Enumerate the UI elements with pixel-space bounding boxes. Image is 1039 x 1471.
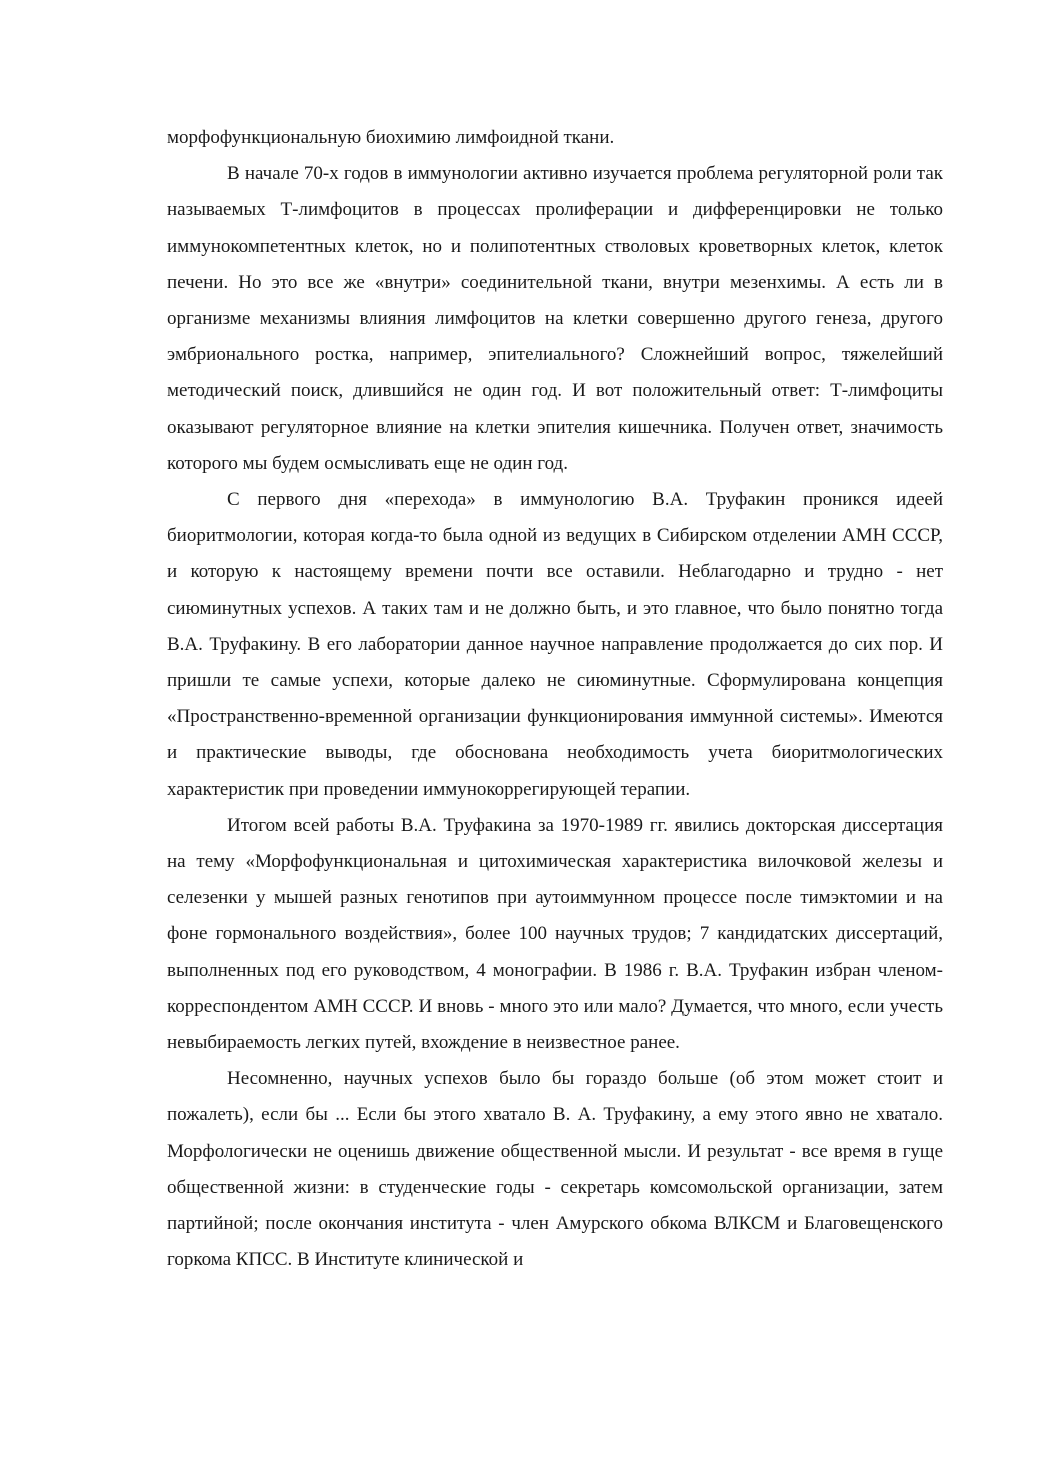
- paragraph-t-lymphocytes: В начале 70-х годов в иммунологии активно изучается проблема регуляторной роли так называемых Т-лимфоцитов в процессах пролиферации и дифференцировки не только иммунокомпетентных клеток, но и полипотентных стволовых кроветворных клеток, клеток печени. Но это все же «внутри» соединительной ткани, внутри мезенхимы. А есть ли в организме механизмы влияния лимфоцитов на клетки совершенно другого генеза, другого эмбрионального ростка, например, эпителиального? Сложнейший вопрос, тяжелейший методический поиск, длившийся не один год. И вот положительный ответ: Т-лимфоциты оказывают регуляторное влияние на клетки эпителия кишечника. Получен ответ, значимость которого мы будем осмысливать еще не один год.: [167, 163, 943, 474]
- body-text: [167, 120, 943, 1279]
- paragraph-public-life: Несомненно, научных успехов было бы гораздо больше (об этом может стоит и пожалеть), если бы ... Если бы этого хватало В. А. Труфакину, а ему этого явно не хватало. Морфологически не оценишь движение общественной мысли. И результат - все время в гуще общественной жизни: в студенческие годы - секретарь комсомольской организации, затем партийной; после окончания института - член Амурского обкома ВЛКСМ и Благовещенского горкома КПСС. В Институте клинической и: [167, 1068, 943, 1271]
- paragraph-biorhythmology: С первого дня «перехода» в иммунологию В.А. Труфакин проникся идеей биоритмологии, которая когда-то была одной из ведущих в Сибирском отделении АМН СССР, и которую к настоящему времени почти все оставили. Неблагодарно и трудно - нет сиюминутных успехов. А таких там и не должно быть, и это главное, что было понятно тогда В.А. Труфакину. В его лаборатории данное научное направление продолжается до сих пор. И пришли те самые успехи, которые далеко не сиюминутные. Сформулирована концепция «Пространственно-временной организации функционирования иммунной системы». Имеются и практические выводы, где обоснована необходимость учета биоритмологических характеристик при проведении иммунокоррегирующей терапии.: [167, 489, 943, 800]
- paragraph-results: Итогом всей работы В.А. Труфакина за 1970-1989 гг. явились докторская диссертация на тему «Морфофункциональная и цитохимическая характеристика вилочковой железы и селезенки у мышей разных генотипов при аутоиммунном процессе после тимэктомии и на фоне гормонального воздействия», более 100 научных трудов; 7 кандидатских диссертаций, выполненных под его руководством, 4 монографии. В 1986 г. В.А. Труфакин избран членом-корреспондентом АМН СССР. И вновь - много это или мало? Думается, что много, если учесть невыбираемость легких путей, вхождение в неизвестное ранее.: [167, 814, 943, 1054]
- paragraph-continuation: морфофункциональную биохимию лимфоидной ткани.: [167, 127, 615, 148]
